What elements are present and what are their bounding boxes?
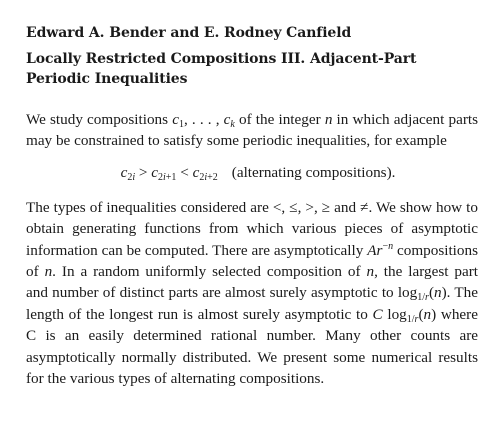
math-n: n [44, 263, 53, 281]
abstract-text: We study compositions [26, 111, 173, 128]
abstract-text: The types of inequalities considered are <, ≤, >, ≥ and ≠. We show how to obtain generating functions from which various pieces of asymptotic information can be computed. There are asymptotically [26, 198, 478, 259]
abstract-text: . In a random uniformly selected composition of [52, 263, 367, 281]
abstract-text: in which adjacent parts may be constrained to satisfy some periodic inequalities, for example [26, 111, 479, 150]
math-asymptotic-count: $Ar^{-n}$ [367, 240, 394, 259]
abstract-text: , the largest part and number of distinct parts are almost surely asymptotic to [26, 263, 478, 302]
author-line: Edward A. Bender and E. Rodney Canfield [26, 25, 352, 41]
equation-label: (alternating compositions). [231, 163, 396, 181]
math-c-log: C $\log_{1/r}(n)$ [372, 305, 437, 325]
abstract-text: of the integer [234, 111, 325, 128]
paper-title: Locally Restricted Compositions III. Adjacent-Part Periodic Inequalities [26, 51, 417, 87]
abstract-text: . The length of the longest run is almost surely asymptotic to [26, 284, 478, 323]
math-n: n [366, 263, 375, 281]
abstract-text: where C is an easily determined rational number. Many other counts are asymptotically normally distributed. We present some numerical results for the various types of alternating compositions. [26, 305, 478, 388]
abstract-text: compositions of [26, 241, 478, 281]
abstract [26, 109, 478, 389]
math-n: n [324, 111, 333, 128]
math-alternating-inequality: $c_{2i} > c_{2i+1} < c_{2i+2}$ [120, 163, 218, 183]
paper-page [26, 24, 478, 389]
abstract-paragraph-1 [26, 109, 478, 152]
math-log: $\log_{1/r}(n)$ [397, 284, 447, 304]
display-equation [26, 162, 478, 184]
abstract-paragraph-2 [26, 197, 478, 390]
math-composition-parts: $c_1$, . . . , $c_k$ [172, 111, 235, 130]
